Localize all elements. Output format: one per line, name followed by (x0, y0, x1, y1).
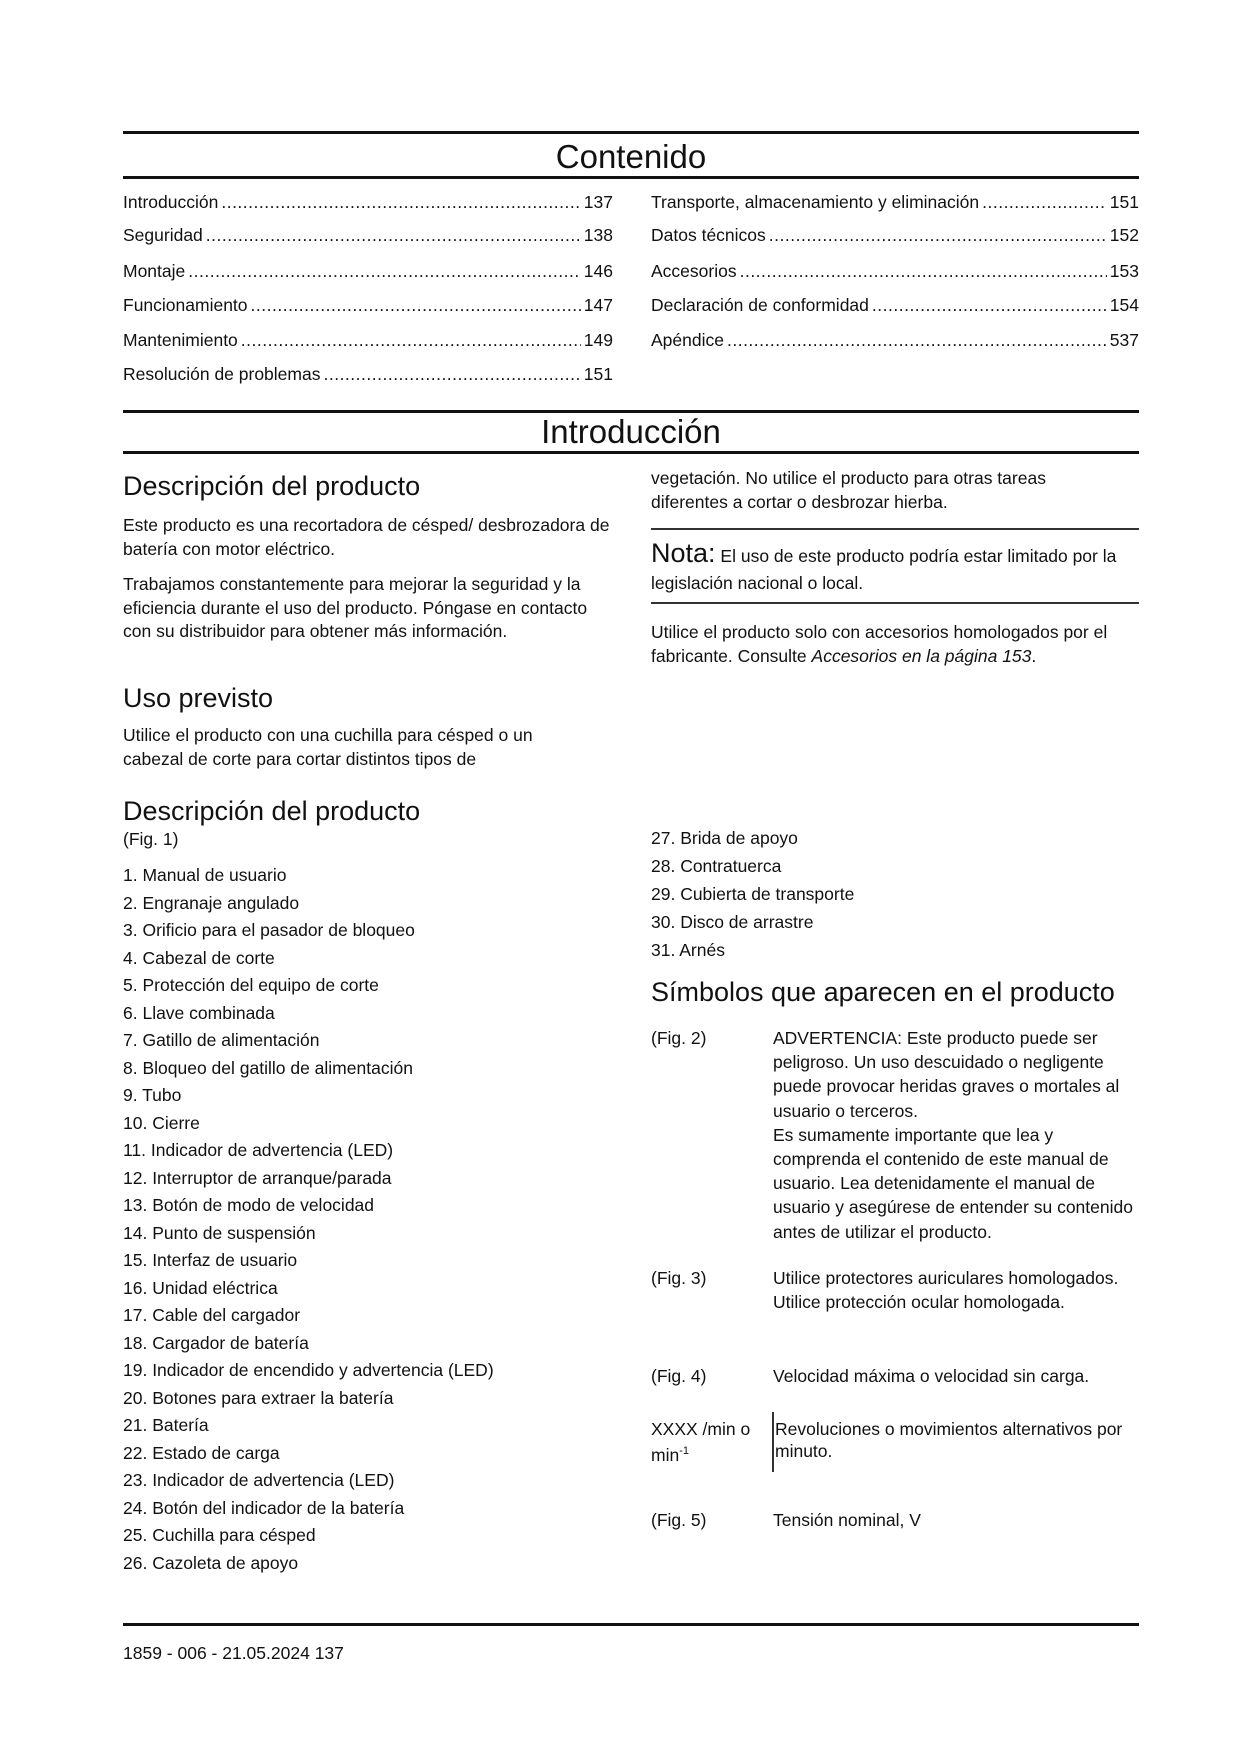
note-top-rule (651, 528, 1139, 530)
toc-page: 153 (1109, 261, 1139, 281)
toc-page: 137 (583, 192, 613, 212)
intro-title: Introducción (541, 413, 721, 450)
parts-list-item: 23. Indicador de advertencia (LED) (123, 1470, 395, 1490)
parts-list-item: 24. Botón del indicador de la batería (123, 1497, 405, 1518)
note (651, 540, 1131, 597)
parts-list-item: 4. Cabezal de corte (123, 947, 275, 968)
parts-list-item: 11. Indicador de advertencia (LED) (123, 1140, 394, 1160)
parts-list-item: 8. Bloqueo del gatillo de alimentación (123, 1057, 413, 1078)
toc-label: Funcionamiento (123, 295, 248, 315)
symbol-ref: (Fig. 4) (651, 1366, 707, 1386)
toc-entry[interactable] (123, 362, 613, 386)
intended-use-heading: Uso previsto (123, 683, 274, 713)
contents-title: Contenido (555, 138, 707, 175)
parts-list-item: 26. Cazoleta de apoyo (123, 1552, 299, 1573)
parts-list-item: 2. Engranaje angulado (123, 892, 300, 913)
toc-leader (740, 259, 1107, 283)
toc-entry[interactable] (123, 223, 613, 247)
parts-list-item: 27. Brida de apoyo (651, 828, 798, 848)
parts-list-item: 5. Protección del equipo de corte (123, 975, 379, 995)
toc-leader (251, 293, 581, 317)
toc-entry[interactable] (651, 259, 1139, 283)
toc-leader (221, 190, 580, 214)
parts-list-item: 10. Cierre (123, 1112, 200, 1133)
toc-entry[interactable] (651, 223, 1139, 247)
parts-list-item: 14. Punto de suspensión (123, 1222, 316, 1243)
accessories-text: Utilice el producto solo con accesorios homologados por el fabricante. Consulte (651, 622, 1108, 666)
toc-page: 138 (583, 225, 613, 245)
toc-entry[interactable] (651, 190, 1139, 214)
toc-entry[interactable] (123, 293, 613, 317)
parts-list-item: 12. Interruptor de arranque/parada (123, 1167, 392, 1188)
top-rule (123, 131, 1139, 134)
accessories-paragraph (651, 621, 1141, 668)
toc-page: 147 (583, 295, 613, 315)
footer (123, 1641, 344, 1665)
toc-page: 537 (1109, 330, 1139, 350)
footer-rule (123, 1623, 1139, 1626)
parts-list-item: 6. Llave combinada (123, 1002, 275, 1023)
symbol-desc: Revoluciones o movimientos alternativos por minuto. (775, 1419, 1123, 1461)
parts-list-item: 15. Interfaz de usuario (123, 1250, 298, 1270)
symbol-ref: (Fig. 3) (651, 1268, 707, 1288)
symbol-ref: (Fig. 5) (651, 1510, 707, 1530)
toc-page: 154 (1109, 295, 1139, 315)
note-text: El uso de este producto podría estar limitado por la legislación nacional o local. (651, 546, 1117, 593)
parts-list-item: 3. Orificio para el pasador de bloqueo (123, 920, 415, 940)
toc-leader (872, 293, 1107, 317)
toc-leader (982, 190, 1107, 214)
toc-leader (241, 328, 581, 352)
parts-list-item: 30. Disco de arrastre (651, 912, 814, 932)
toc-label: Accesorios (651, 261, 737, 281)
symbol-ref-rpm (651, 1418, 750, 1466)
desc-paragraph-1: Este producto es una recortadora de césped/ desbrozadora de batería con motor eléctrico. (123, 515, 610, 559)
rpm-ref-sup: -1 (679, 1445, 689, 1457)
toc-entry[interactable] (123, 190, 613, 214)
toc-leader (769, 223, 1107, 247)
parts-list-item: 31. Arnés (651, 940, 725, 960)
toc-leader (323, 362, 580, 386)
symbol-desc: Tensión nominal, V (773, 1510, 921, 1530)
toc-page: 151 (583, 364, 613, 384)
intro-rule (123, 451, 1139, 454)
parts-list-item: 18. Cargador de batería (123, 1332, 309, 1353)
toc-entry[interactable] (123, 328, 613, 352)
parts-list-item: 17. Cable del cargador (123, 1305, 301, 1325)
footer-doc-info: 1859 - 006 - 21.05.2024 (123, 1643, 310, 1663)
parts-list-item: 28. Contratuerca (651, 856, 782, 876)
symbol-desc-text: ADVERTENCIA: Este producto puede ser peligroso. Un uso descuidado o negligente puede provocar heridas graves o mortales al usuario o terceros. (773, 1028, 1120, 1121)
accessories-link[interactable]: Accesorios en la página 153 (811, 645, 1032, 666)
contents-rule (123, 176, 1139, 179)
symbol-desc (773, 1026, 1143, 1244)
parts-list-item: 13. Botón de modo de velocidad (123, 1195, 375, 1215)
toc-entry[interactable] (123, 259, 613, 283)
toc-label: Transporte, almacenamiento y eliminación (651, 192, 980, 212)
parts-list-item: 22. Estado de carga (123, 1442, 280, 1463)
parts-list-item: 21. Batería (123, 1415, 209, 1435)
toc-page: 151 (1109, 192, 1139, 212)
product-description-heading: Descripción del producto (123, 471, 421, 501)
note-bottom-rule (651, 602, 1139, 604)
symbol-ref: (Fig. 2) (651, 1028, 707, 1048)
toc-label: Seguridad (123, 225, 203, 245)
desc-paragraph-2: Trabajamos constantemente para mejorar la seguridad y la eficiencia durante el uso del producto. Póngase en contacto con su distribuidor para obtener más información. (123, 574, 588, 641)
toc-leader (206, 223, 581, 247)
parts-list-item: 9. Tubo (123, 1085, 182, 1105)
parts-list-item: 1. Manual de usuario (123, 865, 287, 885)
symbols-heading: Símbolos que aparecen en el producto (651, 977, 1115, 1007)
toc-entry[interactable] (651, 328, 1139, 352)
intended-use-continued: vegetación. No utilice el producto para otras tareas diferentes a cortar o desbrozar hierba. (651, 468, 1046, 512)
toc-leader (727, 328, 1107, 352)
rpm-ref-text: XXXX /min o (651, 1419, 751, 1439)
accessories-end: . (1031, 645, 1037, 666)
toc-label: Introducción (123, 192, 219, 212)
intended-use-paragraph: Utilice el producto con una cuchilla para césped o un cabezal de corte para cortar distintos tipos de (123, 725, 533, 769)
table-cell-border (772, 1412, 774, 1472)
overview-heading: Descripción del producto (123, 796, 421, 826)
toc-label: Mantenimiento (123, 330, 238, 350)
toc-page: 152 (1109, 225, 1139, 245)
toc-entry[interactable] (651, 293, 1139, 317)
parts-list-item: 19. Indicador de encendido y advertencia (LED) (123, 1360, 494, 1380)
parts-list-item: 16. Unidad eléctrica (123, 1277, 278, 1298)
parts-list-item: 20. Botones para extraer la batería (123, 1387, 394, 1408)
toc-page: 146 (583, 261, 613, 281)
symbol-desc: Velocidad máxima o velocidad sin carga. (773, 1366, 1090, 1386)
page-number: 137 (314, 1643, 344, 1663)
rpm-ref-unit: min (651, 1444, 680, 1465)
overview-figure-ref: (Fig. 1) (123, 829, 179, 849)
toc-page: 149 (583, 330, 613, 350)
parts-list-item: 25. Cuchilla para césped (123, 1525, 316, 1545)
toc-leader (188, 259, 581, 283)
parts-list-item: 7. Gatillo de alimentación (123, 1030, 320, 1050)
toc-label: Declaración de conformidad (651, 295, 869, 315)
note-label: Nota: (651, 538, 716, 568)
toc-label: Montaje (123, 261, 186, 281)
parts-list-item: 29. Cubierta de transporte (651, 884, 855, 904)
symbol-desc-text-2: Es sumamente importante que lea y comprenda el contenido de este manual de usuario. Lea detenidamente el manual de usuario y asegúrese de entender su contenido antes de utilizar el producto. (773, 1124, 1133, 1242)
toc-label: Resolución de problemas (123, 364, 321, 384)
toc-label: Datos técnicos (651, 225, 766, 245)
toc-label: Apéndice (651, 330, 724, 350)
symbol-desc: Utilice protectores auriculares homologados. Utilice protección ocular homologada. (773, 1268, 1119, 1313)
